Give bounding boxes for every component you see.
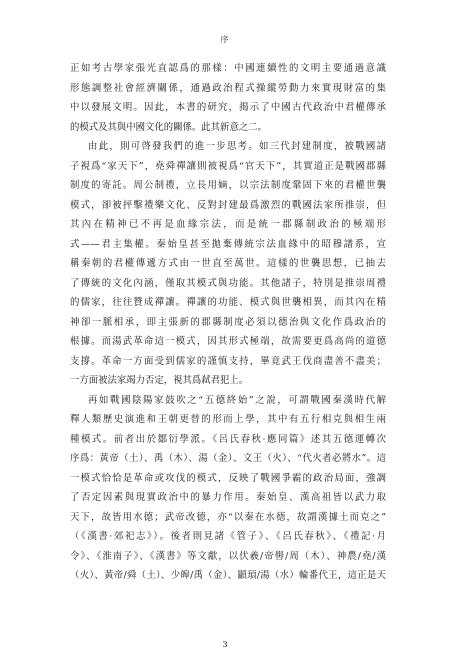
body-text [70, 59, 386, 586]
text-line: 模式，卻被抨擊禮樂文化、反對封建最爲激烈的戰國法家所推崇，但 [70, 199, 386, 211]
text-line: 的模式及其與中國文化的關係。此其新意之二。 [70, 121, 267, 133]
text-line: 釋人類歷史演進和王朝更替的形而上學，其中有五行相克與相生兩 [70, 414, 386, 425]
text-line: 其內在精神已不再是血緣宗法，而是統一郡縣制政治的極端形 [70, 219, 386, 230]
page-number: 3 [222, 640, 228, 649]
text-line: 根據。而湯武革命這一模式，因其形式極端，故需要更爲高尚的道德 [70, 336, 386, 347]
text-line: 支撐。革命一方面受到儒家的謹慎支持，畢竟武王伐商盡善不盡美； [70, 355, 386, 367]
text-line: 再如戰國陰陽家鼓吹之“五德終始”之說，可謂戰國秦漢時代解 [88, 394, 386, 406]
text-line: 天下，故皆用水德；武帝改德，亦“以秦在水德，故謂漢據土而克之” [70, 511, 386, 523]
text-line: 令》、《淮南子》、《漢書》等文獻，以伏羲/帝嚳/周（木）、神農/堯/漢 [70, 550, 386, 562]
text-line: 序爲：黃帝（土）、禹（木）、湯（金）、文王（火）、“代火者必將水”。這 [70, 453, 386, 464]
text-line: 一模式恰恰是革命或攻伐的模式，反映了戰國爭霸的政治局面，強調 [70, 472, 386, 484]
text-line: 由此，則可啓發我們的進一步思考。如三代封建制度，被戰國諸 [88, 141, 386, 152]
text-line: 神卻一脈相承，即主張新的郡縣制度必須以德治與文化作爲政治的 [70, 316, 386, 328]
text-line: 一方面被法家竭力否定，視其爲弒君犯上。 [70, 375, 249, 386]
text-line: 正如考古學家張光直認爲的那樣：中國連續性的文明主要通過意識 [70, 63, 386, 74]
text-line: 式——君主集權。秦始皇甚至拋棄傳統宗法血緣中的昭穆譜系，宣 [70, 238, 386, 250]
text-line: 的儒家，往往贊成禪讓。禪讓的功能、模式與世襲相異，而其內在精 [70, 297, 386, 308]
text-line: 了否定因素與現實政治中的暴力作用。秦始皇、漢高祖皆以武力取 [70, 492, 386, 503]
text-line: 了傳統的文化內涵，僅取其模式與功能。其他諸子，特別是推崇周禮 [70, 277, 386, 289]
text-line: （《漢書·郊祀志》）。後者則見諸《管子》、《呂氏春秋》、《禮記·月 [70, 531, 386, 542]
text-line: 形態調整社會經濟關係，通過政治程式操縱勞動力來實現財富的集 [70, 82, 386, 94]
text-line: 稱秦朝的君權傳遞方式由一世直至萬世。這樣的世襲思想，已抽去 [70, 258, 386, 269]
text-line: 種模式。前者出於鄒衍學派。《呂氏春秋·應同篇》述其五德運轉次 [70, 433, 386, 445]
running-header: 序 [220, 35, 230, 44]
text-line: （火）、黃帝/舜（土）、少皞/禹（金）、顓頊/湯（水）輪番代王，這正是天 [70, 570, 386, 581]
text-line: 中以發展文明。因此，本書的研究，揭示了中國古代政治中君權傳承 [70, 102, 386, 113]
text-line: 制度的寄託。周公制禮，立長用嫡，以宗法制度鞏固下來的君權世襲 [70, 180, 386, 191]
text-line: 子視爲“家天下”，堯舜禪讓則被視爲“官天下”，其實道正是戰國郡縣 [70, 160, 386, 172]
